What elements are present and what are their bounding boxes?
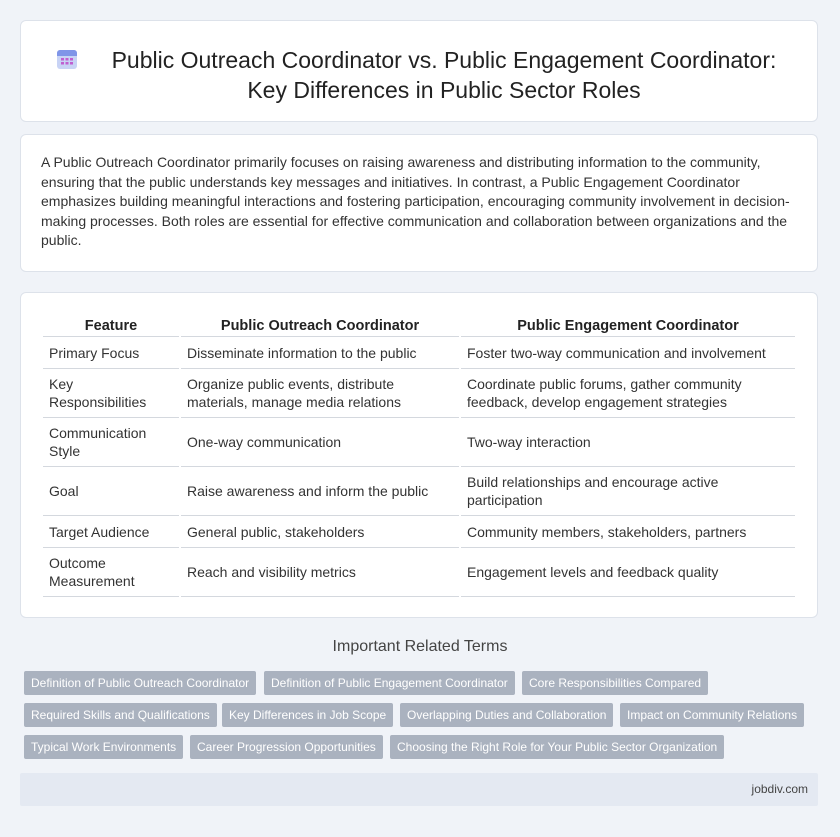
table-row: [43, 548, 795, 597]
column-header: Public Engagement Coordinator: [461, 315, 795, 337]
related-term-tag[interactable]: Typical Work Environments: [24, 735, 183, 759]
table-cell: Raise awareness and inform the public: [181, 467, 459, 516]
table-cell: Key Responsibilities: [43, 369, 179, 418]
column-header: Public Outreach Coordinator: [181, 315, 459, 337]
table-cell: Disseminate information to the public: [181, 337, 459, 369]
related-term-tag[interactable]: Impact on Community Relations: [620, 703, 804, 727]
table-row: [43, 337, 795, 369]
table-header-row: [43, 315, 795, 337]
table-cell: One-way communication: [181, 418, 459, 467]
comparison-card: [20, 292, 818, 618]
related-term-tag[interactable]: Career Progression Opportunities: [190, 735, 383, 759]
intro-paragraph: A Public Outreach Coordinator primarily focuses on raising awareness and distributing information to the community, ensuring that the public understands key messages and initiatives. In contrast, a Public Engagement Coordinator emphasizes building meaningful interactions and fostering participation, encouraging community involvement in decision-making processes. Both roles are essential for effective communication and collaboration between organizations and the public.: [41, 154, 790, 248]
table-cell: Engagement levels and feedback quality: [461, 548, 795, 597]
footer: [20, 773, 818, 806]
related-term-tag[interactable]: Overlapping Duties and Collaboration: [400, 703, 613, 727]
related-term-tag[interactable]: Definition of Public Outreach Coordinator: [24, 671, 256, 695]
table-cell: Reach and visibility metrics: [181, 548, 459, 597]
footer-site-link[interactable]: jobdiv.com: [751, 782, 808, 796]
related-term-tag[interactable]: Choosing the Right Role for Your Public Sector Organization: [390, 735, 724, 759]
header-card: [20, 20, 818, 122]
table-cell: Build relationships and encourage active participation: [461, 467, 795, 516]
table-cell: Primary Focus: [43, 337, 179, 369]
table-row: [43, 418, 795, 467]
table-row: [43, 516, 795, 548]
table-cell: Two-way interaction: [461, 418, 795, 467]
table-cell: General public, stakeholders: [181, 516, 459, 548]
related-term-tag[interactable]: Definition of Public Engagement Coordinator: [264, 671, 515, 695]
table-cell: Communication Style: [43, 418, 179, 467]
calendar-icon: [55, 47, 79, 71]
table-row: [43, 369, 795, 418]
table-cell: Coordinate public forums, gather community feedback, develop engagement strategies: [461, 369, 795, 418]
table-cell: Goal: [43, 467, 179, 516]
table-cell: Community members, stakeholders, partners: [461, 516, 795, 548]
column-header: Feature: [43, 315, 179, 337]
table-cell: Organize public events, distribute materials, manage media relations: [181, 369, 459, 418]
page-title: Public Outreach Coordinator vs. Public Engagement Coordinator: Key Differences in Public Sector Roles: [111, 47, 777, 103]
table-cell: Target Audience: [43, 516, 179, 548]
intro-card: [20, 134, 818, 272]
related-term-tag[interactable]: Key Differences in Job Scope: [222, 703, 393, 727]
table-row: [43, 467, 795, 516]
related-terms-title: Important Related Terms: [332, 638, 508, 655]
table-cell: Outcome Measurement: [43, 548, 179, 597]
comparison-table: [41, 315, 797, 597]
related-term-tag[interactable]: Required Skills and Qualifications: [24, 703, 217, 727]
table-cell: Foster two-way communication and involvement: [461, 337, 795, 369]
related-term-tag[interactable]: Core Responsibilities Compared: [522, 671, 708, 695]
